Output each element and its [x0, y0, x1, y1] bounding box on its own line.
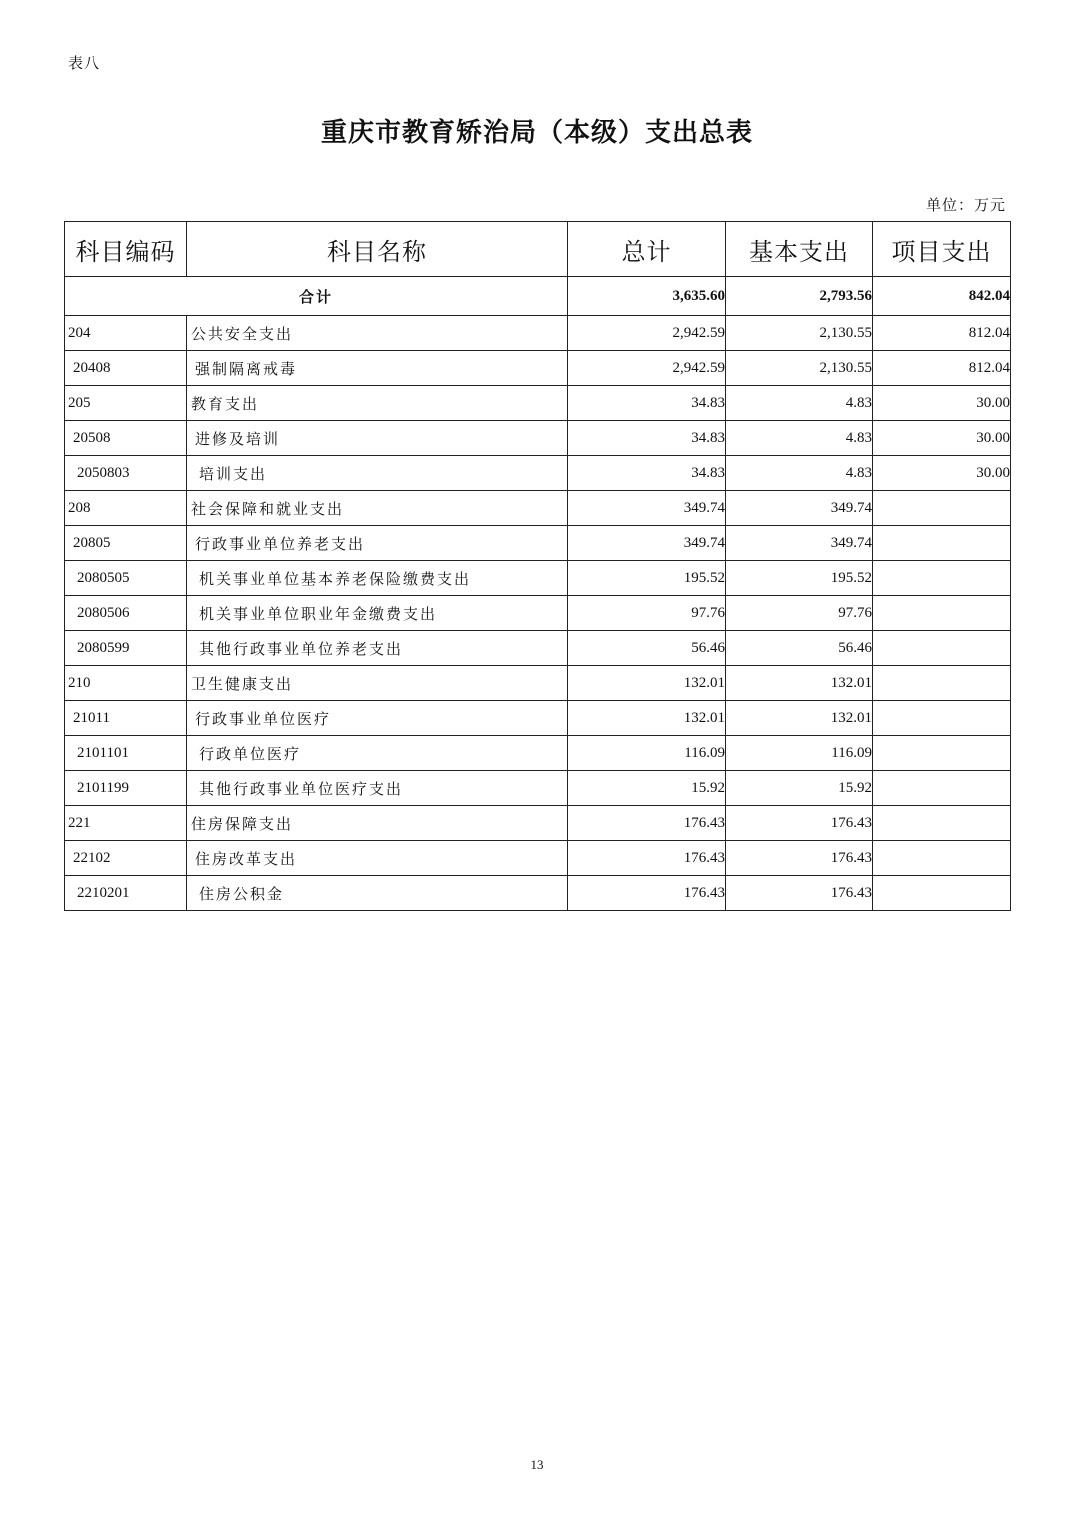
row-name: 行政单位医疗 — [187, 736, 568, 771]
row-project — [873, 631, 1011, 666]
row-basic: 132.01 — [726, 701, 873, 736]
row-code: 2080506 — [65, 596, 187, 631]
row-total: 132.01 — [568, 701, 726, 736]
row-name: 住房公积金 — [187, 876, 568, 911]
table-row — [65, 561, 1011, 596]
row-basic: 349.74 — [726, 526, 873, 561]
row-basic: 4.83 — [726, 421, 873, 456]
table-number-label: 表八 — [68, 54, 101, 72]
row-code: 205 — [65, 386, 187, 421]
table-row — [65, 596, 1011, 631]
row-name: 教育支出 — [187, 386, 568, 421]
row-code: 204 — [65, 316, 187, 351]
row-name: 公共安全支出 — [187, 316, 568, 351]
table-row — [65, 351, 1011, 386]
row-basic: 4.83 — [726, 386, 873, 421]
row-project — [873, 736, 1011, 771]
row-total: 349.74 — [568, 491, 726, 526]
table-row — [65, 526, 1011, 561]
row-project — [873, 561, 1011, 596]
page-number: 13 — [530, 1457, 544, 1472]
row-project — [873, 701, 1011, 736]
row-project — [873, 806, 1011, 841]
table-header-row — [65, 222, 1011, 277]
table-row — [65, 666, 1011, 701]
row-name: 进修及培训 — [187, 421, 568, 456]
total-basic: 2,793.56 — [726, 277, 873, 316]
row-basic: 15.92 — [726, 771, 873, 806]
row-total: 56.46 — [568, 631, 726, 666]
row-code: 210 — [65, 666, 187, 701]
row-basic: 4.83 — [726, 456, 873, 491]
row-total: 116.09 — [568, 736, 726, 771]
row-basic: 349.74 — [726, 491, 873, 526]
row-basic: 195.52 — [726, 561, 873, 596]
row-name: 机关事业单位基本养老保险缴费支出 — [187, 561, 568, 596]
row-project — [873, 526, 1011, 561]
column-header-basic: 基本支出 — [726, 222, 873, 277]
table-row — [65, 631, 1011, 666]
row-total: 176.43 — [568, 841, 726, 876]
row-code: 221 — [65, 806, 187, 841]
row-code: 21011 — [65, 701, 187, 736]
row-name: 住房保障支出 — [187, 806, 568, 841]
row-name: 行政事业单位养老支出 — [187, 526, 568, 561]
row-name: 其他行政事业单位医疗支出 — [187, 771, 568, 806]
table-row — [65, 876, 1011, 911]
row-code: 2210201 — [65, 876, 187, 911]
row-basic: 2,130.55 — [726, 351, 873, 386]
table-row — [65, 771, 1011, 806]
row-project — [873, 666, 1011, 701]
row-name: 行政事业单位医疗 — [187, 701, 568, 736]
row-total: 34.83 — [568, 456, 726, 491]
row-project: 30.00 — [873, 456, 1011, 491]
row-name: 社会保障和就业支出 — [187, 491, 568, 526]
row-code: 2080599 — [65, 631, 187, 666]
row-code: 2101101 — [65, 736, 187, 771]
row-name: 其他行政事业单位养老支出 — [187, 631, 568, 666]
row-name: 强制隔离戒毒 — [187, 351, 568, 386]
row-project — [873, 491, 1011, 526]
row-project — [873, 596, 1011, 631]
row-total: 349.74 — [568, 526, 726, 561]
total-sum: 3,635.60 — [568, 277, 726, 316]
row-project: 30.00 — [873, 386, 1011, 421]
row-name: 机关事业单位职业年金缴费支出 — [187, 596, 568, 631]
row-code: 20508 — [65, 421, 187, 456]
row-total: 176.43 — [568, 876, 726, 911]
row-code: 2080505 — [65, 561, 187, 596]
row-basic: 97.76 — [726, 596, 873, 631]
unit-label: 单位：万元 — [925, 196, 1006, 214]
row-total: 195.52 — [568, 561, 726, 596]
row-total: 34.83 — [568, 421, 726, 456]
row-total: 34.83 — [568, 386, 726, 421]
row-name: 培训支出 — [187, 456, 568, 491]
column-header-code: 科目编码 — [65, 222, 187, 277]
column-header-project: 项目支出 — [873, 222, 1011, 277]
table-row — [65, 421, 1011, 456]
row-name: 卫生健康支出 — [187, 666, 568, 701]
row-total: 97.76 — [568, 596, 726, 631]
row-basic: 132.01 — [726, 666, 873, 701]
row-code: 208 — [65, 491, 187, 526]
row-project — [873, 876, 1011, 911]
row-basic: 176.43 — [726, 876, 873, 911]
table-row — [65, 841, 1011, 876]
row-total: 15.92 — [568, 771, 726, 806]
row-name: 住房改革支出 — [187, 841, 568, 876]
row-code: 22102 — [65, 841, 187, 876]
row-basic: 176.43 — [726, 841, 873, 876]
page-title: 重庆市教育矫治局（本级）支出总表 — [320, 118, 753, 148]
column-header-total: 总计 — [568, 222, 726, 277]
total-project: 842.04 — [873, 277, 1011, 316]
row-project: 812.04 — [873, 316, 1011, 351]
row-code: 20805 — [65, 526, 187, 561]
row-project — [873, 771, 1011, 806]
row-project: 812.04 — [873, 351, 1011, 386]
row-total: 132.01 — [568, 666, 726, 701]
table-row — [65, 316, 1011, 351]
table-row — [65, 736, 1011, 771]
column-header-name: 科目名称 — [187, 222, 568, 277]
table-row — [65, 456, 1011, 491]
table-row — [65, 386, 1011, 421]
row-code: 2050803 — [65, 456, 187, 491]
row-code: 2101199 — [65, 771, 187, 806]
row-basic: 2,130.55 — [726, 316, 873, 351]
total-row — [65, 277, 1011, 316]
table-row — [65, 491, 1011, 526]
row-code: 20408 — [65, 351, 187, 386]
row-project: 30.00 — [873, 421, 1011, 456]
row-basic: 176.43 — [726, 806, 873, 841]
table-row — [65, 701, 1011, 736]
table-row — [65, 806, 1011, 841]
row-total: 2,942.59 — [568, 351, 726, 386]
row-basic: 56.46 — [726, 631, 873, 666]
row-total: 2,942.59 — [568, 316, 726, 351]
expenditure-table — [64, 221, 1011, 911]
row-project — [873, 841, 1011, 876]
row-total: 176.43 — [568, 806, 726, 841]
total-label: 合计 — [65, 277, 568, 316]
row-basic: 116.09 — [726, 736, 873, 771]
